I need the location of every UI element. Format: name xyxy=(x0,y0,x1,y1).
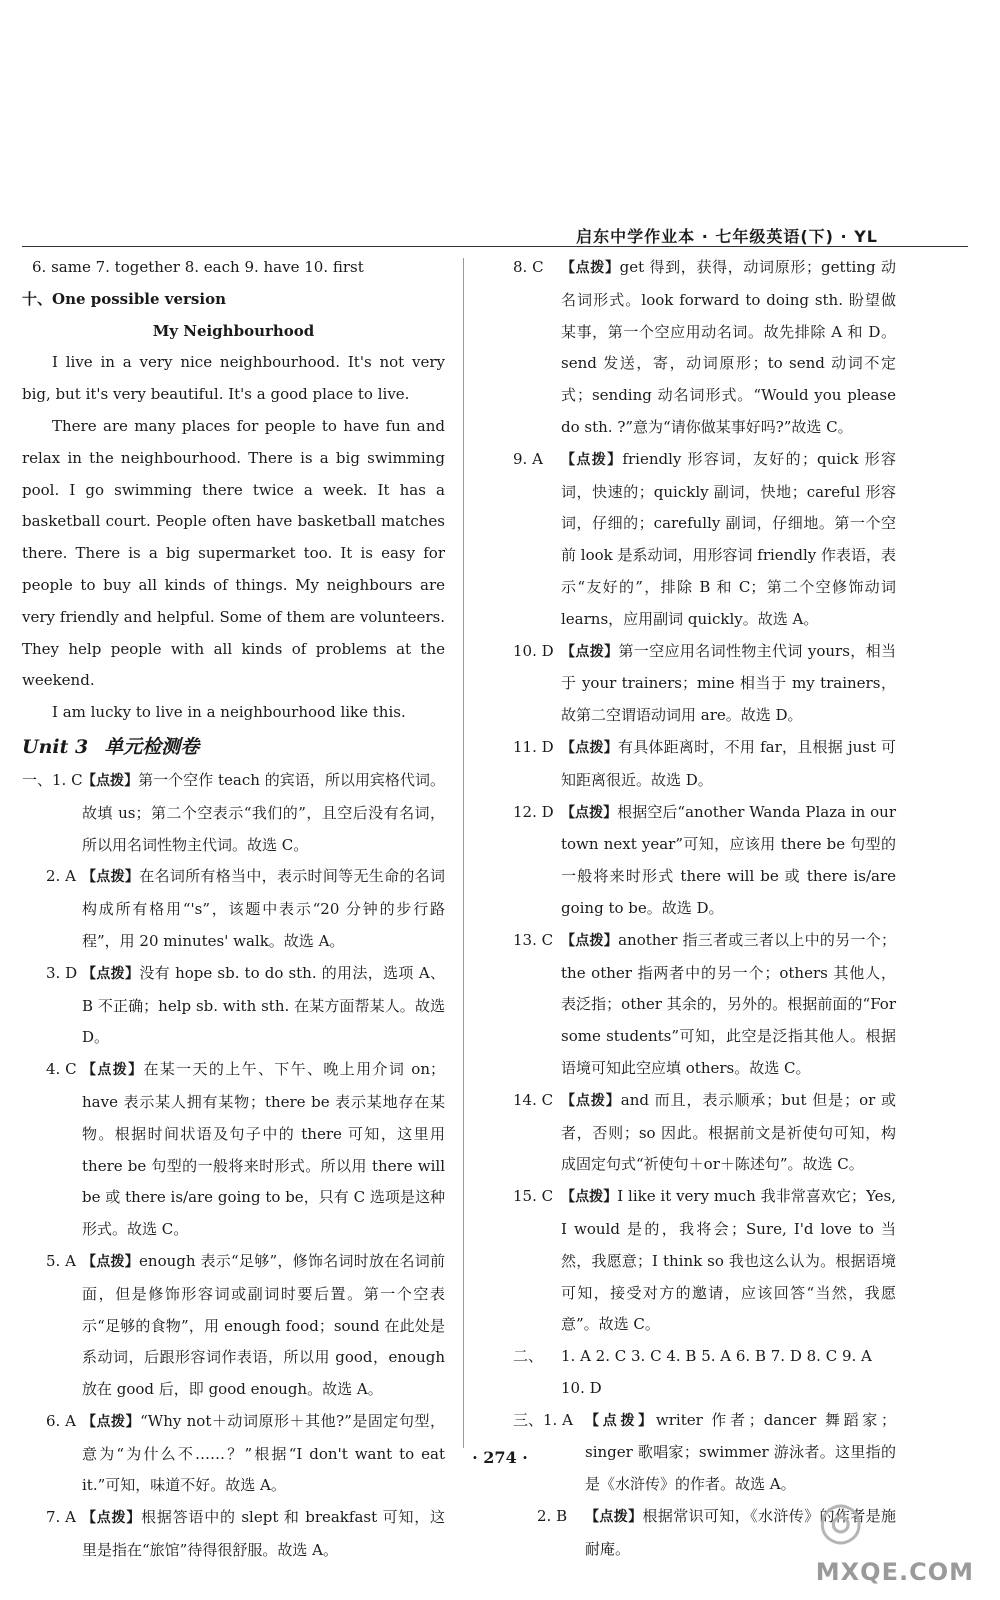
hint-tag: 【点拨】 xyxy=(82,869,140,886)
hint-tag: 【点拨】 xyxy=(82,1413,141,1430)
item-text: “Why not＋动词原形＋其他?”是固定句型，意为“为什么不……？”根据“I don't want to eat it.”可知，味道不好。故选 A。 xyxy=(82,1411,446,1495)
page-number: · 274 · xyxy=(472,1448,528,1467)
item-text: 第一个空作 teach 的宾语，所以用宾格代词。故填 us；第二个空表示“我们的”，且空后没有名词，所以用名词性物主代词。故选 C。 xyxy=(82,770,446,854)
essay-paragraph: There are many places for people to have fun and relax in the neighbourhood. There is a big swimming pool. I go swimming there twice a week. It has a basketball court. People often have basketball matches there. There is a big supermarket too. It is easy for people to buy all kinds of things. My neighbours are very friendly and helpful. Some of them are volunteers. They help people with all kinds of problems at the weekend. xyxy=(22,416,445,690)
item-number: 12. D xyxy=(513,802,554,821)
answer-item xyxy=(513,797,896,925)
item-text: I like it very much 我非常喜欢它；Yes, I would 是的，我将会；Sure, I'd love to 当然，我愿意；I think so 我也这么认为。根据语境可知，接受对方的邀请，应该回答“当然，我愿意”。故选 C。 xyxy=(561,1187,896,1334)
answer-item xyxy=(513,732,896,797)
item-number: 一、1. C xyxy=(22,770,83,789)
item-number: 8. C xyxy=(513,258,544,276)
right-column xyxy=(513,252,896,1566)
hint-tag: 【点拨】 xyxy=(82,1253,140,1270)
hint-tag: 【点拨】 xyxy=(561,260,620,276)
answer-line: 6. same 7. together 8. each 9. have 10. first xyxy=(32,258,364,276)
watermark-glyph: ◎ xyxy=(818,1490,864,1551)
column-divider xyxy=(463,258,464,1448)
item-number: 10. D xyxy=(513,641,554,660)
answer-item xyxy=(513,444,896,636)
hint-tag: 【点拨】 xyxy=(561,1092,621,1109)
section-number: 二、 xyxy=(513,1347,544,1366)
hint-tag: 【点拨】 xyxy=(561,1189,618,1206)
section-answer-line: 10. D xyxy=(561,1378,602,1397)
item-number: 三、1. A xyxy=(513,1410,573,1429)
essay-paragraph: I live in a very nice neighbourhood. It's not very big, but it's very beautiful. It's a good place to live. xyxy=(22,353,445,404)
item-text: 根据空后“another Wanda Plaza in our town next year”可知，应该用 there be 句型的一般将来时形式 there will be 或 there is/are going to be。故选 D。 xyxy=(561,802,897,917)
item-number: 11. D xyxy=(513,737,554,756)
page-header xyxy=(22,224,968,247)
item-text: 根据答语中的 slept 和 breakfast 可知，这里是指在“旅馆”待得很舒服。故选 A。 xyxy=(82,1508,446,1560)
hint-tag: 【点拨】 xyxy=(585,1412,656,1429)
item-text: 没有 hope sb. to do sth. 的用法，选项 A、B 不正确；help sb. with sth. 在某方面帮某人。故选 D。 xyxy=(82,963,446,1047)
answer-item xyxy=(513,925,896,1085)
hint-tag: 【点拨】 xyxy=(561,804,618,821)
watermark-text: MXQE.COM xyxy=(815,1558,974,1586)
item-text: enough 表示“足够”，修饰名词时放在名词前面，但是修饰形容词或副词时要后置。第一个空表示“足够的食物”，用 enough food；sound 在此处是系动词，后跟形容词作表语，所以用 good，enough 放在 good 后，即 good enough。故选 A。 xyxy=(82,1251,445,1399)
answer-item xyxy=(22,861,445,957)
item-number: 14. C xyxy=(513,1090,554,1109)
essay-title: My Neighbourhood xyxy=(152,321,315,340)
hint-tag: 【点拨】 xyxy=(82,965,140,982)
item-number: 4. C xyxy=(46,1060,77,1079)
answer-item xyxy=(22,1502,445,1567)
item-text: friendly 形容词，友好的；quick 形容词，快速的；quickly 副词，快地；careful 形容词，仔细的；carefully 副词，仔细地。第一个空前 look 是系动词，用形容词 friendly 作表语，表示“友好的”，排除 B 和 C；第二个空修饰动词 learns，应用副词 quickly。故选 A。 xyxy=(561,449,896,628)
answer-item xyxy=(22,765,445,861)
item-number: 2. B xyxy=(537,1507,568,1526)
item-text: 在名词所有格当中，表示时间等无生命的名词构成所有格用“'s”，该题中表示“20 分钟的步行路程”，用 20 minutes' walk。故选 A。 xyxy=(82,867,445,950)
hint-tag: 【点拨】 xyxy=(82,1062,144,1079)
item-number: 2. A xyxy=(46,867,76,886)
item-text: 根据常识可知，《水浒传》的作者是施耐庵。 xyxy=(585,1507,896,1558)
answer-item xyxy=(513,1181,896,1341)
item-text: 在某一天的上午、下午、晚上用介词 on；have 表示某人拥有某物；there be 表示某地存在某物。根据时间状语及句子中的 there 可知，这里用 there be 句型的一般将来时形式。所以用 there will be 或 there is/are going to be，只有 C 选项是这种形式。故选 C。 xyxy=(82,1060,445,1239)
section-label: 十、One possible version xyxy=(22,289,226,308)
item-number: 5. A xyxy=(46,1251,76,1270)
hint-tag: 【点拨】 xyxy=(561,451,623,468)
item-text: and 而且，表示顺承；but 但是；or 或者，否则；so 因此。根据前文是祈使句可知，构成固定句式“祈使句＋or＋陈述句”。故选 C。 xyxy=(561,1090,896,1174)
item-number: 13. C xyxy=(513,930,554,949)
answer-item xyxy=(513,636,896,732)
item-text: another 指三者或三者以上中的另一个；the other 指两者中的另一个；others 其他人，表泛指；other 其余的，另外的。根据前面的“For some students”可知，此空是泛指其他人。根据语境可知此空应填 others。故选 C。 xyxy=(561,930,897,1077)
essay-paragraph: I am lucky to live in a neighbourhood like this. xyxy=(52,703,406,722)
item-text: get 得到，获得，动词原形；getting 动名词形式。look forward to doing sth. 盼望做某事，第一个空应用动名词。故先排除 A 和 D。send 发送，寄，动词原形；to send 动词不定式；sending 动名词形式。“Would you please do sth. ?”意为“请你做某事好吗?”故选 C。 xyxy=(561,258,897,436)
left-column xyxy=(22,252,445,1567)
item-text: 第一空应用名词性物主代词 yours，相当于 your trainers；mine 相当于 my trainers，故第二空谓语动词用 are。故选 D。 xyxy=(561,641,896,725)
header-title: 启东中学作业本 · 七年级英语(下) · YL xyxy=(576,227,878,246)
item-number: 3. D xyxy=(46,963,78,982)
hint-tag: 【点拨】 xyxy=(82,772,139,789)
unit-name: Unit 3 xyxy=(22,735,89,758)
item-text: writer 作者；dancer 舞蹈家；singer 歌唱家；swimmer 游泳者。这里指的是《水浒传》的作者。故选 A。 xyxy=(585,1410,897,1494)
hint-tag: 【点拨】 xyxy=(82,1510,142,1527)
hint-tag: 【点拨】 xyxy=(585,1509,643,1526)
section-answers xyxy=(513,1341,896,1405)
watermark-logo xyxy=(800,1488,980,1588)
item-number: 6. A xyxy=(46,1411,76,1430)
item-number: 7. A xyxy=(46,1508,76,1527)
answer-item xyxy=(513,1085,896,1181)
hint-tag: 【点拨】 xyxy=(561,643,619,660)
unit-subtitle: 单元检测卷 xyxy=(104,735,200,758)
item-text: 有具体距离时，不用 far，且根据 just 可知距离很近。故选 D。 xyxy=(561,737,896,789)
answer-item xyxy=(513,252,896,444)
answer-item xyxy=(22,1054,445,1246)
answer-item xyxy=(22,958,445,1054)
hint-tag: 【点拨】 xyxy=(561,932,619,949)
section-answer-line: 1. A 2. C 3. C 4. B 5. A 6. B 7. D 8. C 9. A xyxy=(561,1347,872,1366)
answer-item xyxy=(22,1246,445,1406)
hint-tag: 【点拨】 xyxy=(561,739,618,756)
unit-heading xyxy=(22,729,445,765)
item-number: 9. A xyxy=(513,449,543,468)
item-number: 15. C xyxy=(513,1187,554,1206)
